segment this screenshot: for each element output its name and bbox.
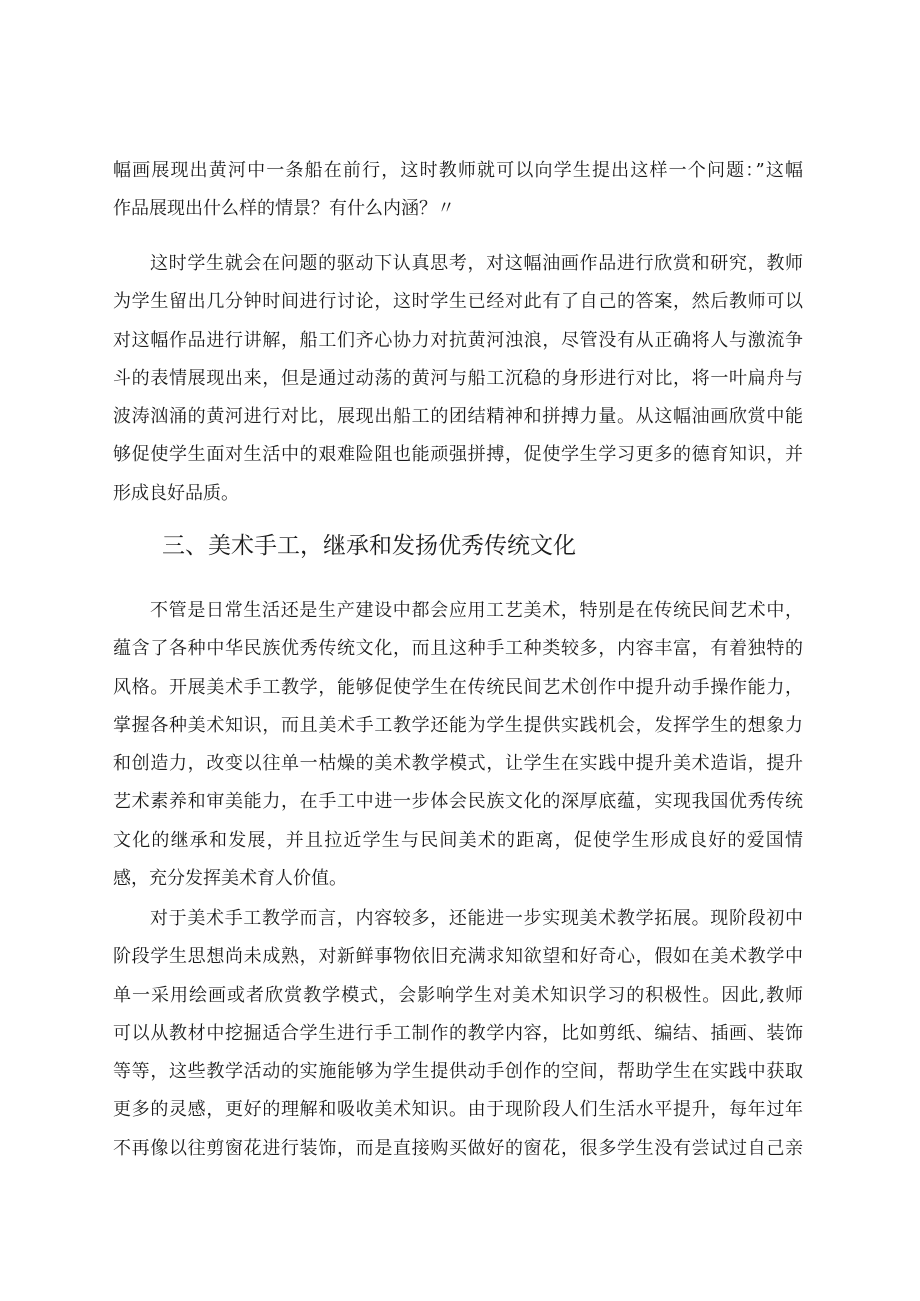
paragraph-line: 够促使学生面对生活中的艰难险阻也能顽强拼搏，促使学生学习更多的德育知识，并 <box>113 444 803 466</box>
section-heading: 三、美术手工，继承和发扬优秀传统文化 <box>162 533 576 559</box>
paragraph-line: 可以从教材中挖掘适合学生进行手工制作的教学内容，比如剪纸、编结、插画、装饰 <box>113 1022 803 1044</box>
paragraph-line: 等等，这些教学活动的实施能够为学生提供动手创作的空间，帮助学生在实践中获取 <box>113 1061 803 1083</box>
paragraph-3 <box>113 592 803 898</box>
paragraph-line: 斗的表情展现出来，但是通过动荡的黄河与船工沉稳的身形进行对比，将一叶扁舟与 <box>113 367 803 389</box>
paragraph-line: 波涛汹涌的黄河进行对比，展现出船工的团结精神和拼搏力量。从这幅油画欣赏中能 <box>113 406 803 428</box>
paragraph-line: 蕴含了各种中华民族优秀传统文化，而且这种手工种类较多，内容丰富，有着独特的 <box>113 638 803 660</box>
paragraph-line: 这时学生就会在问题的驱动下认真思考，对这幅油画作品进行欣赏和研究，教师 <box>150 253 803 274</box>
paragraph-line: 阶段学生思想尚未成熟，对新鲜事物依旧充满求知欲望和好奇心，假如在美术教学中 <box>113 946 803 968</box>
paragraph-line: 不再像以往剪窗花进行装饰，而是直接购买做好的窗花，很多学生没有尝试过自己亲 <box>113 1137 803 1159</box>
paragraph-line: 和创造力，改变以往单一枯燥的美术教学模式，让学生在实践中提升美术造诣，提升 <box>113 753 803 775</box>
paragraph-line: 对这幅作品进行讲解，船工们齐心协力对抗黄河浊浪，尽管没有从正确将人与激流争 <box>113 329 803 351</box>
paragraph-line: 更多的灵感，更好的理解和吸收美术知识。由于现阶段人们生活水平提升，每年过年 <box>113 1099 803 1121</box>
paragraph-line: 形成良好品质。 <box>113 482 239 504</box>
paragraph-line: 不管是日常生活还是生产建设中都会应用工艺美术，特别是在传统民间艺术中， <box>150 600 803 621</box>
paragraph-line: 单一采用绘画或者欣赏教学模式，会影响学生对美术知识学习的积极性。因此,教师 <box>113 984 803 1006</box>
paragraph-2 <box>113 245 803 513</box>
paragraph-line: 感，充分发挥美术育人价值。 <box>113 868 347 890</box>
paragraph-line: 为学生留出几分钟时间进行讨论，这时学生已经对此有了自己的答案，然后教师可以 <box>113 291 803 313</box>
paragraph-line: 艺术素养和审美能力，在手工中进一步体会民族文化的深厚底蕴，实现我国优秀传统 <box>113 791 803 813</box>
paragraph-line: 风格。开展美术手工教学，能够促使学生在传统民间艺术创作中提升动手操作能力， <box>113 676 803 698</box>
paragraph-line: 文化的继承和发展，并且拉近学生与民间美术的距离，促使学生形成良好的爱国情 <box>113 829 803 851</box>
paragraph-line: 作品展现出什么样的情景？有什么内涵？〃 <box>113 198 455 220</box>
paragraph-4 <box>113 900 803 1168</box>
paragraph-line: 掌握各种美术知识，而且美术手工教学还能为学生提供实践机会，发挥学生的想象力 <box>113 714 803 736</box>
paragraph-line: 幅画展现出黄河中一条船在前行，这时教师就可以向学生提出这样一个问题：”这幅 <box>113 160 803 181</box>
paragraph-1 <box>113 152 803 229</box>
paragraph-line: 对于美术手工教学而言，内容较多，还能进一步实现美术教学拓展。现阶段初中 <box>150 908 803 929</box>
